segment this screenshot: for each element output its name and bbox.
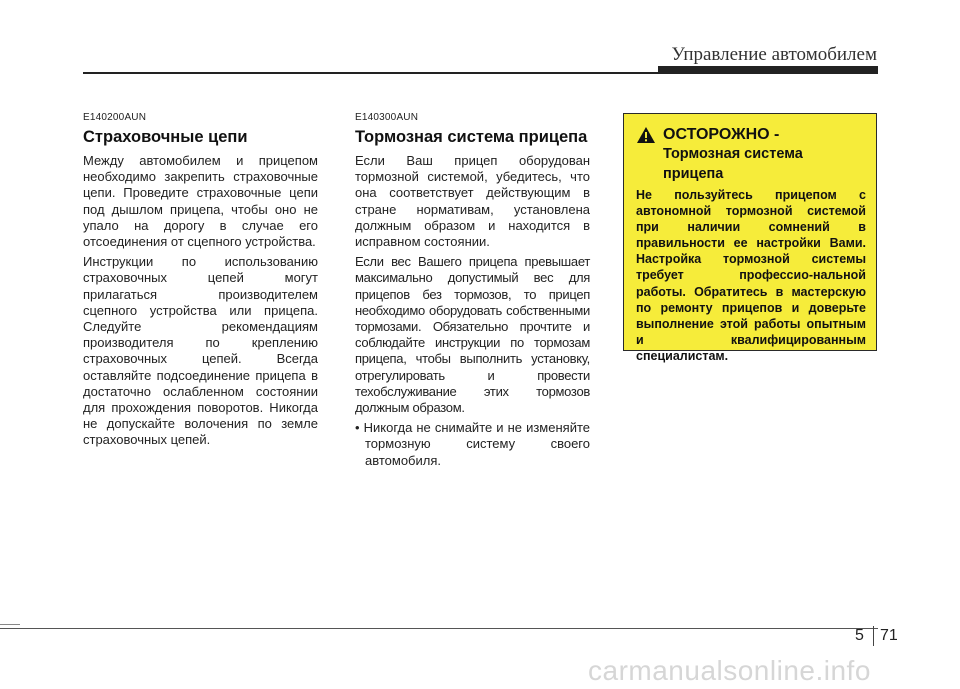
warning-title: ОСТОРОЖНО - (663, 126, 780, 143)
warning-text: Не пользуйтесь прицепом с автономной тормозной системой при наличии сомнений в правильности ее настройки Вами. Настройка тормозной системы требует профессио-нальной работы. Обратитесь в мастерскую по ремонту прицепов и доверьте выполнение этой работы опытным и квалифицированным специалистам. (636, 188, 866, 363)
middle-column (355, 112, 590, 469)
page-separator (873, 626, 874, 646)
footer-dash (0, 624, 20, 625)
section-heading: Страховочные цепи (83, 128, 248, 146)
warning-box (623, 113, 877, 363)
section-heading: Тормозная система прицепа (355, 128, 588, 146)
page-header-title: Управление автомобилем (671, 44, 877, 65)
header-rule (83, 72, 878, 74)
warning-subtitle: Тормозная система прицепа (663, 146, 803, 182)
footer-rule (0, 628, 878, 629)
paragraph: Если вес Вашего прицепа превышает максимально допустимый вес для прицепов без тормозов, то прицеп необходимо оборудовать собственными тормозами. Обязательно прочтите и соблюдайте инструкции по тормозам прицепа, чтобы выполнить установку, отрегулировать и провести техобслуживание этих тормозов должным образом. (355, 254, 590, 416)
chapter-number: 5 (855, 627, 864, 644)
paragraph: Инструкции по использованию страховочных цепей могут прилагаться производителем сцепного устройства или прицепа. Следуйте рекомендациям производителя по креплению страховочных цепей. Всегда оставляйте подсоединение прицепа в достаточно ослабленном состоянии для прохождения поворотов. Никогда не допускайте волочения по земле страховочных цепей. (83, 254, 318, 448)
paragraph: Между автомобилем и прицепом необходимо закрепить страховочные цепи. Проведите страховочные цепи под дышлом прицепа, чтобы оно не упало на дорогу в случае его отсоединения от сцепного устройства. (83, 153, 318, 250)
warning-header (636, 125, 866, 144)
left-column (83, 112, 318, 453)
bullet-item: • Никогда не снимайте и не изменяйте тормозную систему своего автомобиля. (355, 420, 590, 468)
warning-triangle-icon (636, 126, 656, 144)
page-number: 71 (880, 627, 898, 644)
section-code: E140200AUN (83, 112, 147, 123)
watermark: carmanualsonline.info (588, 655, 871, 686)
section-code: E140300AUN (355, 112, 419, 123)
paragraph: Если Ваш прицеп оборудован тормозной системой, убедитесь, что она соответствует действующим в стране нормативам, установлена должным образом и находится в исправном состоянии. (355, 153, 590, 250)
